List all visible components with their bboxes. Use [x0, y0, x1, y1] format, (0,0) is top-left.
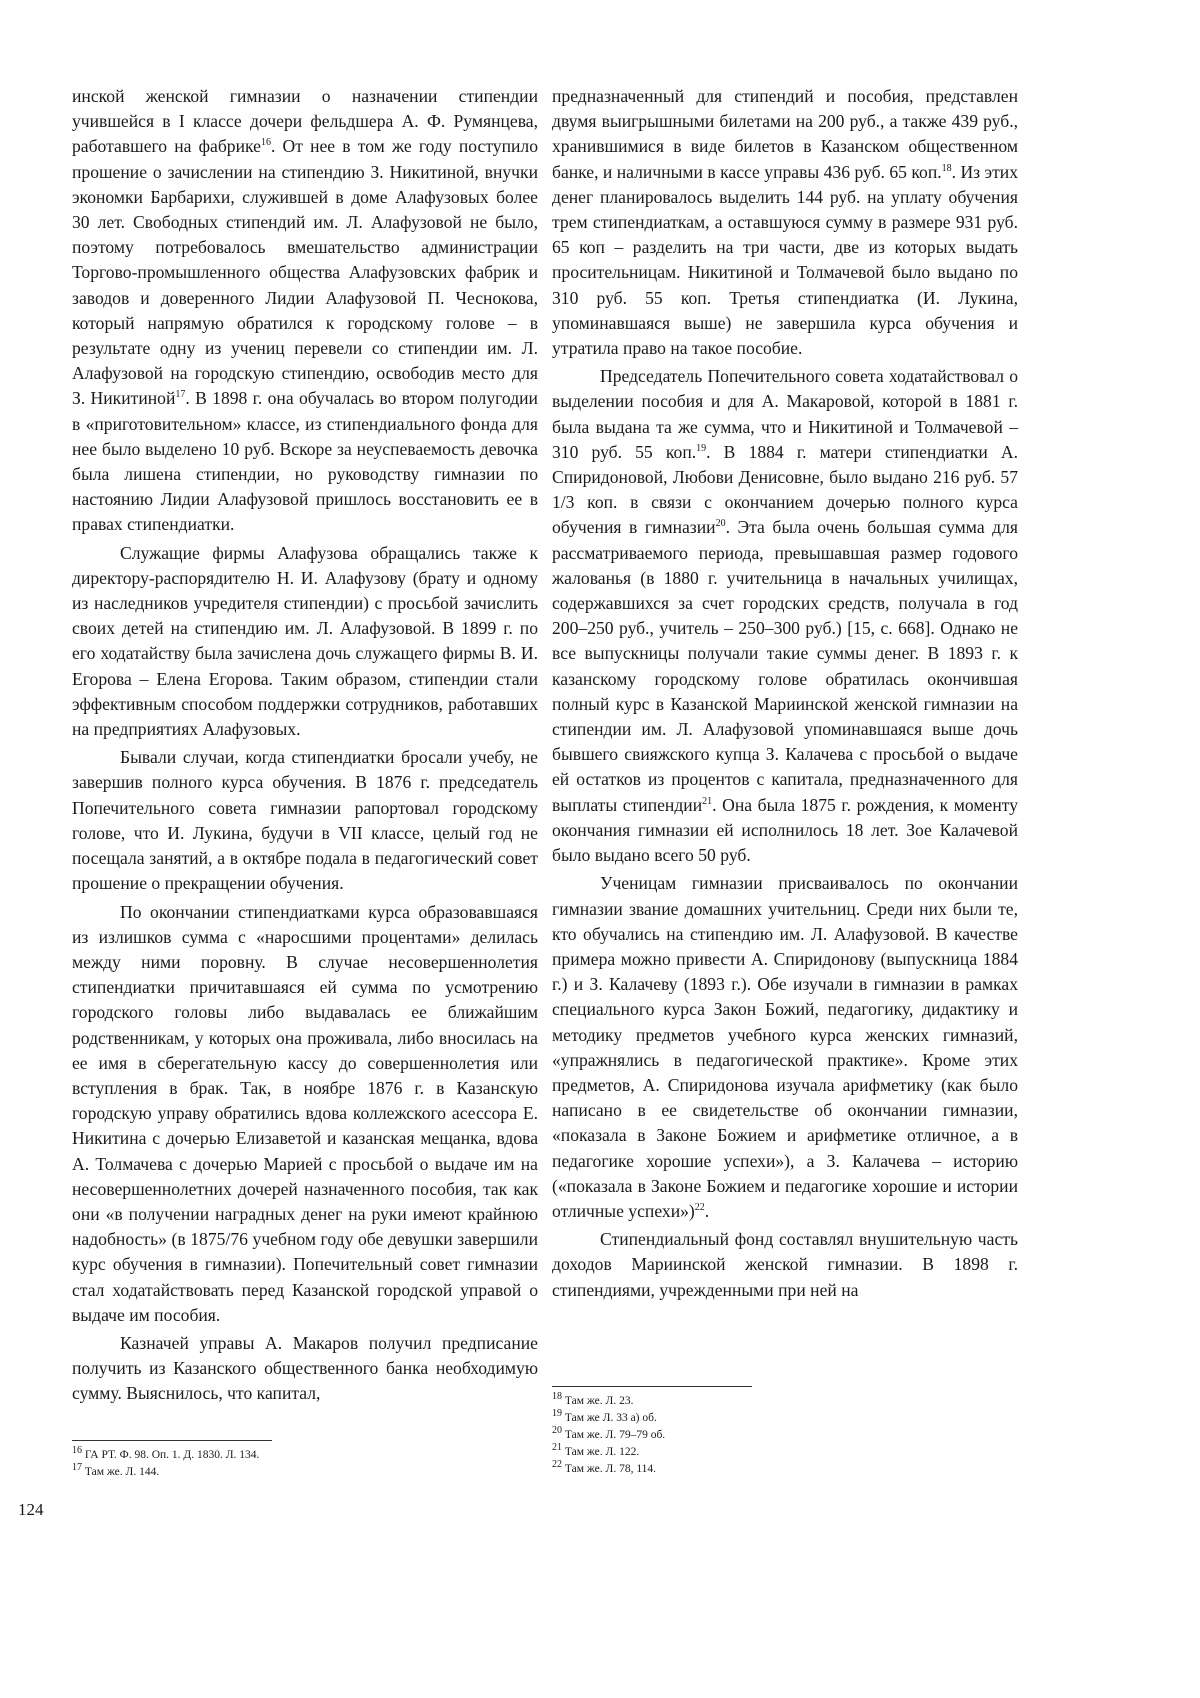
paragraph: Казначей управы А. Макаров получил предписание получить из Казанского общественного банка необходимую сумму. Выяснилось, что капитал, [72, 1332, 538, 1404]
paragraph: Служащие фирмы Алафузова обращались также к директору-распорядителю Н. И. Алафузову (брату и одному из наследников учредителя стипендии) с просьбой зачислить своих детей на стипендию им. Л. Алафузовой. В 1899 г. по его ходатайству была зачислена дочь служащего фирмы В. И. Егорова – Елена Егорова. Таким образом, стипендии стали эффективным способом поддержки сотрудников, работавших на предприятиях Алафузовых. [72, 542, 538, 740]
footnote-ref: 16 [260, 137, 271, 149]
footnotes-right [552, 1386, 752, 1478]
paragraph: Стипендиальный фонд составлял внушительную часть доходов Мариинской женской гимназии. В 1898 г. стипендиями, учрежденными при ней на [552, 1229, 1018, 1300]
paragraph: инской женской гимназии о назначении стипендии учившейся в I классе дочери фельдшера А. Ф. Румянцева, работавшего на фабрике$^{16}$. От нее в том же году поступило прошение о зачислении на стипендию З. Никитиной, внучки экономки Барбарихи, служившей в доме Алафузовых более 30 лет. Свободных стипендий им. Л. Алафузовой не было, поэтому потребовалось вмешательство администрации Торгово-промышленного общества Алафузовских фабрик и заводов и доверенного Лидии Алафузовой П. Чеснокова, который напрямую обратился к городскому голове – в результате одну из учениц перевели со стипендии им. Л. Алафузовой на городскую стипендию, освободив место для З. Никитиной$^{17}$. В 1898 г. она обучалась во втором полугодии в «приготовительном» классе, из стипендиального фонда для нее было выделено 10 руб. Вскоре за неуспеваемость девочка была лишена стипендии, но руководству гимназии по настоянию Лидии Алафузовой пришлось восстановить ее в правах стипендиатки. [72, 86, 538, 535]
footnote-ref: 20 [715, 518, 726, 530]
footnote: $^{22}$ Там же. Л. 78, 114. [552, 1459, 657, 1475]
footnote: $^{18}$ Там же. Л. 23. [552, 1391, 634, 1407]
footnote: $^{16}$ ГА РТ. Ф. 98. Оп. 1. Д. 1830. Л. 134. [72, 1445, 260, 1461]
footnote-ref: 18 [941, 162, 952, 174]
footnote-ref: 22 [694, 1202, 705, 1214]
paragraph: предназначенный для стипендий и пособия, представлен двумя выигрышными билетами на 200 руб., а также 439 руб., хранившимися в виде билетов в Казанском общественном банке, и наличными в кассе управы 436 руб. 65 коп.$^{18}$. Из этих денег планировалось выделить 144 руб. на уплату обучения трем стипендиаткам, а оставшуюся сумму в размере 931 руб. 65 коп – разделить на три части, две из которых выдать просительницам. Никитиной и Толмачевой было выдано по 310 руб. 55 коп. Третья стипендиатка (И. Лукина, упоминавшаяся выше) не завершила курса обучения и утратила право на такое пособие. [552, 86, 1018, 359]
left-text-column [72, 84, 538, 1407]
footnote: $^{17}$ Там же. Л. 144. [72, 1462, 160, 1478]
right-text-column [552, 84, 1018, 1303]
footnotes-left [72, 1440, 272, 1481]
paragraph: По окончании стипендиатками курса образовавшаяся из излишков сумма с «наросшими процентами» делилась между ними поровну. В случае несовершеннолетия стипендиатки причитавшаяся ей сумма по усмотрению городского головы либо выдавалась ее ближайшим родственникам, у которых она проживала, либо вносилась на ее имя в сберегательную кассу до совершеннолетия или вступления в брак. Так, в ноябре 1876 г. в Казанскую городскую управу обратились вдова коллежского асессора Е. Никитина с дочерью Елизаветой и казанская мещанка, вдова А. Толмачева с дочерью Марией с просьбой о выдаче им на несовершеннолетних дочерей назначенного пособия, так как они «в получении наградных денег на руки имеют крайнюю надобность» (в 1875/76 учебном году обе девушки завершили курс обучения в гимназии). Попечительный совет гимназии стал ходатайствовать перед Казанской городской управой о выдаче им пособия. [72, 901, 538, 1325]
footnote-ref: 21 [702, 795, 713, 807]
footnote-ref: 17 [175, 389, 186, 401]
paragraph: Председатель Попечительного совета ходатайствовал о выделении пособия и для А. Макаровой, которой в 1881 г. была выдана та же сумма, что и Никитиной и Толмачевой – 310 руб. 55 коп.$^{19}$. В 1884 г. матери стипендиатки А. Спиридоновой, Любови Денисовне, было выдано 216 руб. 57 1/3 коп. в связи с окончанием дочерью полного курса обучения в гимназии$^{20}$. Эта была очень большая сумма для рассматриваемого периода, превышавшая размер годового жалованья (в 1880 г. учительница в начальных училищах, содержавшихся за счет городских средств, получала в год 200–250 руб., учитель – 250–300 руб.) [15, с. 668]. Однако не все выпускницы получали такие суммы денег. В 1893 г. к казанскому городскому голове обратилась окончившая полный курс в Казанской Мариинской женской гимназии на стипендии им. Л. Алафузовой упоминавшаяся выше дочь бывшего свияжского купца З. Калачева с просьбой о выдаче ей остатков из процентов с капитала, предназначенного для выплаты стипендии$^{21}$. Она была 1875 г. рождения, к моменту окончания гимназии ей исполнилось 18 лет. Зое Калачевой было выдано всего 50 руб. [552, 366, 1018, 866]
footnote-ref: 19 [696, 442, 707, 454]
footnote: $^{19}$ Там же Л. 33 а) об. [552, 1408, 657, 1424]
footnote: $^{20}$ Там же. Л. 79–79 об. [552, 1425, 666, 1441]
page-number: 124 [18, 1500, 44, 1519]
footnote-divider [72, 1440, 272, 1441]
footnote: $^{21}$ Там же. Л. 122. [552, 1442, 640, 1458]
paragraph: Бывали случаи, когда стипендиатки бросали учебу, не завершив полного курса обучения. В 1876 г. председатель Попечительного совета гимназии рапортовал городскому голове, что И. Лукина, будучи в VII классе, целый год не посещала занятий, а в октябре подала в педагогический совет прошение о прекращении обучения. [72, 747, 538, 894]
paragraph: Ученицам гимназии присваивалось по окончании гимназии звание домашних учительниц. Среди них были те, кто обучались на стипендию им. Л. Алафузовой. В качестве примера можно привести А. Спиридонову (выпускница 1884 г.) и З. Калачеву (1893 г.). Обе изучали в гимназии в рамках специального курса Закон Божий, педагогику, дидактику и методику предметов учебного курса женских гимназий, «упражнялись в педагогической практике». Кроме этих предметов, А. Спиридонова изучала арифметику (как было написано в ее свидетельстве об окончании гимназии, «показала в Законе Божием и арифметике отличное, а в педагогике хорошие успехи»), а З. Калачева – историю («показала в Законе Божием и педагогике хорошие и истории отличные успехи»)$^{22}$. [552, 873, 1018, 1221]
footnote-divider [552, 1386, 752, 1387]
